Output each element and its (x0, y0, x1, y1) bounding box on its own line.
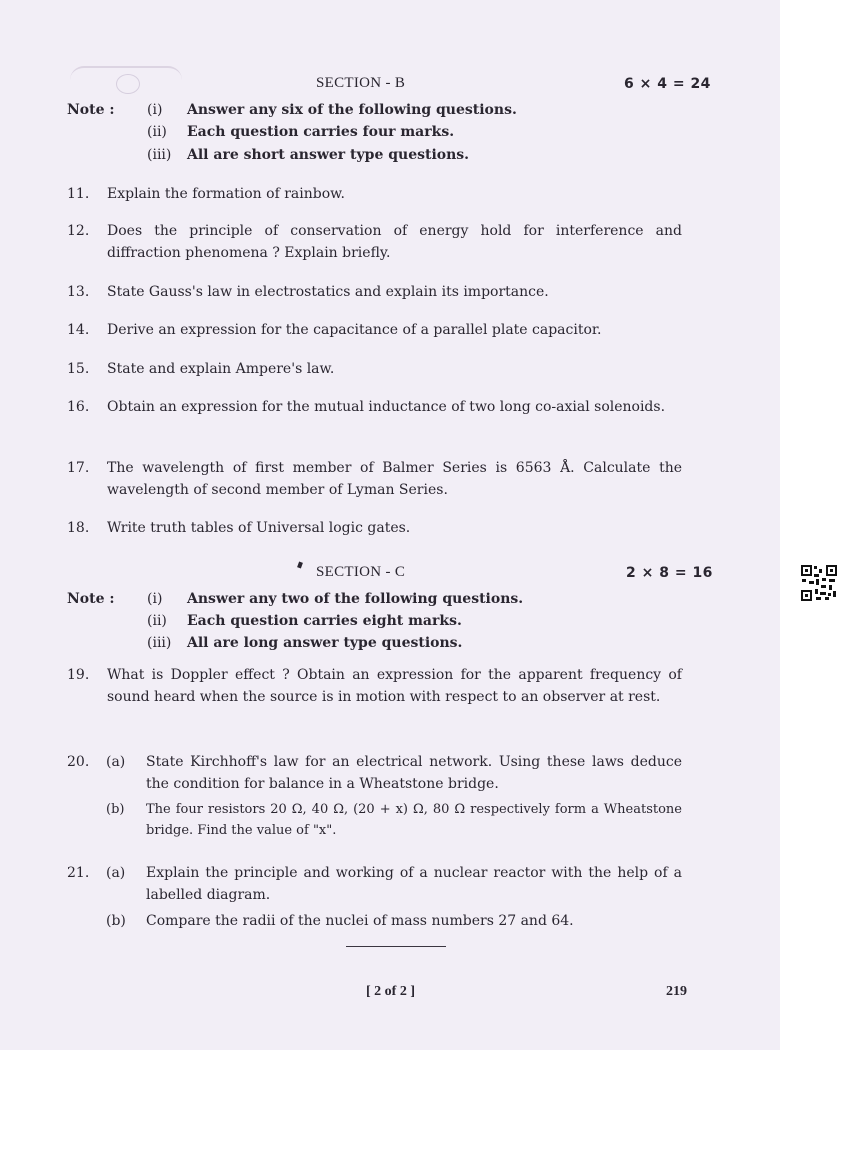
section-b-title: SECTION - B (316, 75, 406, 91)
question-14: 14. Derive an expression for the capacitance of a parallel plate capacitor. (67, 322, 602, 338)
question-12: 12. Does the principle of conservation of energy hold for interference and diffraction phenomena ? Explain briefly. (67, 223, 682, 261)
question-18: 18. Write truth tables of Universal logic gates. (67, 520, 411, 536)
question-13: 13. State Gauss's law in electrostatics and explain its importance. (67, 284, 549, 300)
question-20b: (b) The four resistors 20 Ω, 40 Ω, (20 + x) Ω, 80 Ω respectively form a Wheatstone bridge. Find the value of "x". (106, 802, 682, 838)
section-c-marks: 2 × 8 = 16 (626, 565, 713, 581)
qr-code-icon (800, 564, 838, 602)
end-rule (346, 946, 446, 947)
question-16: 16. Obtain an expression for the mutual inductance of two long co-axial solenoids. (67, 399, 666, 415)
section-c-title: SECTION - C (316, 564, 406, 580)
section-b-note-label: Note : (67, 102, 115, 118)
section-b-note-1: (i) Answer any six of the following questions. (147, 102, 517, 118)
question-11: 11. Explain the formation of rainbow. (67, 186, 345, 202)
question-21b: (b) Compare the radii of the nuclei of mass numbers 27 and 64. (106, 913, 574, 929)
question-17: 17. The wavelength of first member of Balmer Series is 6563 Å. Calculate the wavelength of second member of Lyman Series. (67, 460, 682, 498)
question-19: 19. What is Doppler effect ? Obtain an expression for the apparent frequency of sound heard when the source is in motion with respect to an observer at rest. (67, 667, 682, 705)
question-20a: (a) State Kirchhoff's law for an electrical network. Using these laws deduce the condition for balance in a Wheatstone bridge. (106, 754, 682, 792)
section-c-note-2: (ii) Each question carries eight marks. (147, 613, 462, 629)
question-15: 15. State and explain Ampere's law. (67, 361, 335, 377)
section-b-marks: 6 × 4 = 24 (624, 76, 711, 92)
section-c-note-1: (i) Answer any two of the following questions. (147, 591, 524, 607)
paper-code: 219 (666, 984, 687, 999)
section-c-note-3: (iii) All are long answer type questions. (147, 635, 463, 651)
section-c-note-label: Note : (67, 591, 115, 607)
question-21a: (a) Explain the principle and working of a nuclear reactor with the help of a labelled diagram. (106, 865, 682, 903)
faded-circle-mark (116, 74, 140, 94)
page-number: [ 2 of 2 ] (366, 984, 415, 999)
section-b-note-3: (iii) All are short answer type questions. (147, 147, 470, 163)
section-b-note-2: (ii) Each question carries four marks. (147, 124, 455, 140)
